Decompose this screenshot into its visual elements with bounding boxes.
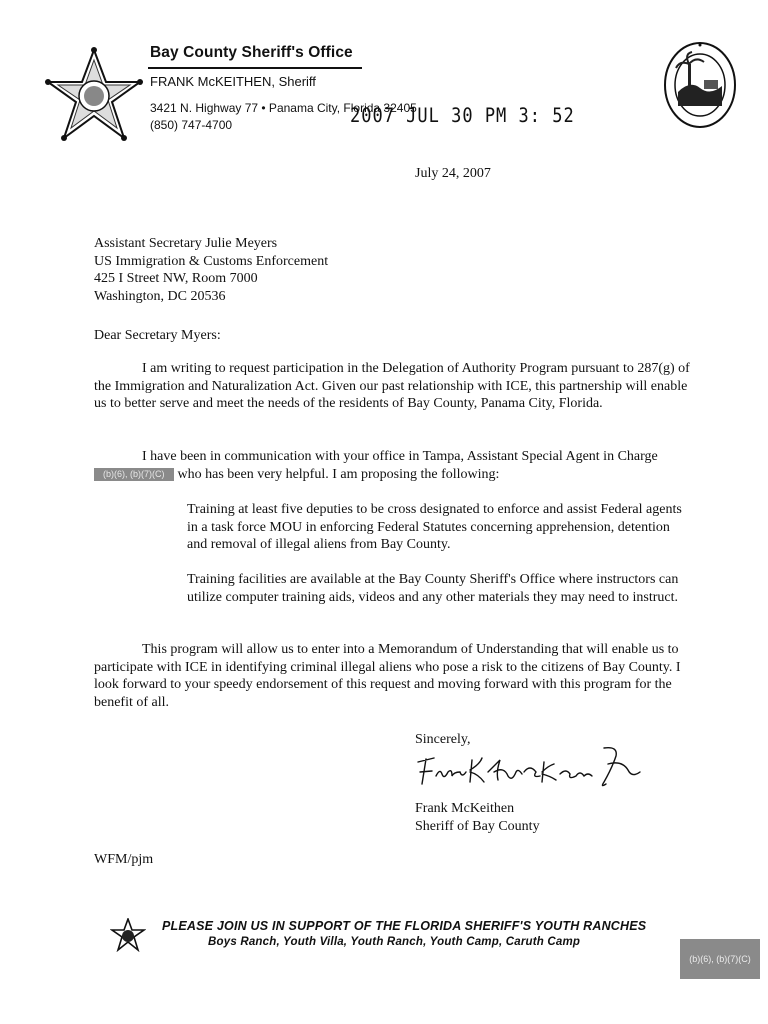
footer-ranch-list: Boys Ranch, Youth Villa, Youth Ranch, Youth Camp, Caruth Camp <box>208 936 581 948</box>
office-name: Bay County Sheriff's Office <box>150 44 353 61</box>
redaction-box: (b)(6), (b)(7)(C) <box>94 468 174 481</box>
paragraph-2-rest: who has been very helpful. I am proposing the following: <box>177 466 500 482</box>
received-stamp: 2007 JUL 30 PM 3: 52 <box>350 104 575 128</box>
paragraph-2-intro: I have been in communication with your office in Tampa, Assistant Special Agent in Charge <box>142 449 658 464</box>
county-seal-icon <box>662 40 738 130</box>
body-paragraph-3: This program will allow us to enter into a Memorandum of Understanding that will enable us to participate with ICE in identifying criminal illegal aliens who pose a risk to the citizens of Bay County. I look forward to your speedy endorsement of this request and moving forward with this program for the benefit of all. <box>94 642 681 710</box>
sheriff-line: FRANK McKEITHEN, Sheriff <box>150 74 316 89</box>
recipient-line: Assistant Secretary Julie Meyers <box>94 236 278 251</box>
signature-image <box>408 742 648 794</box>
proposal-item-2: Training facilities are available at the Bay County Sheriff's Office where instructors can utilize computer training aids, videos and any other materials they may need to instruct. <box>187 572 679 605</box>
paragraph-2-line-2 <box>94 466 692 484</box>
proposal-item-1: Training at least five deputies to be cross designated to enforce and assist Federal agents in a task force MOU in enforcing Federal Statutes concerning apprehension, detention and removal of illegal aliens from Bay County. <box>187 502 682 553</box>
office-phone: (850) 747-4700 <box>150 118 233 132</box>
recipient-line: Washington, DC 20536 <box>94 288 226 304</box>
footer-appeal: PLEASE JOIN US IN SUPPORT OF THE FLORIDA SHERIFF'S YOUTH RANCHES <box>162 919 647 933</box>
letter-date: July 24, 2007 <box>415 166 491 181</box>
recipient-block <box>94 235 328 305</box>
letterhead-rule <box>148 67 362 69</box>
star-badge-icon <box>40 46 148 146</box>
recipient-line: 425 I Street NW, Room 7000 <box>94 271 258 287</box>
body-paragraph-1: I am writing to request participation in the Delegation of Authority Program pursuant to 287(g) of the Immigration and Naturalization Act. Given our past relationship with ICE, this partnership will enable us to better serve and meet the needs of the residents of Bay County, Panama City, Florida. <box>94 361 690 412</box>
redaction-box: (b)(6), (b)(7)(C) <box>680 939 760 979</box>
signer-title: Sheriff of Bay County <box>415 819 540 834</box>
recipient-line: US Immigration & Customs Enforcement <box>94 253 329 269</box>
signer-name: Frank McKeithen <box>415 801 515 816</box>
closing-sincerely: Sincerely, <box>415 732 471 747</box>
body-paragraph-2 <box>94 448 692 483</box>
youth-ranch-star-icon <box>110 918 146 952</box>
typist-initials: WFM/pjm <box>94 852 154 867</box>
office-address: 3421 N. Highway 77 • Panama City, Florida 32405 <box>150 101 417 115</box>
salutation: Dear Secretary Myers: <box>94 328 221 343</box>
